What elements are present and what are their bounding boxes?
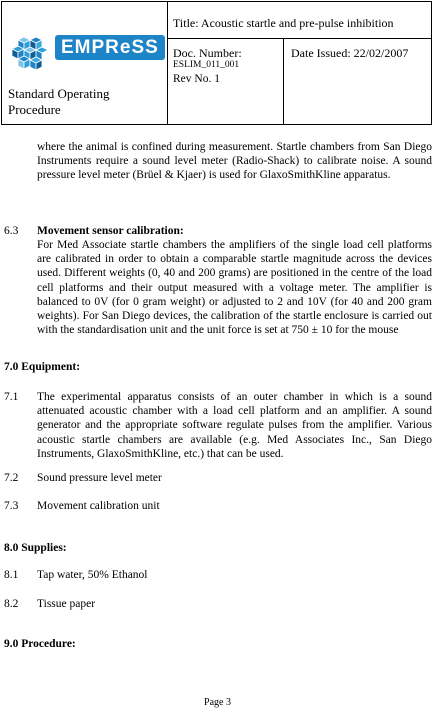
date-issued: Date Issued: 22/02/2007 (291, 46, 409, 60)
sop-line-2: Procedure (8, 102, 61, 117)
logo-wordmark: EMPReSS (55, 35, 165, 60)
section-8-1-text: Tap water, 50% Ethanol (37, 569, 148, 581)
sop-line-1: Standard Operating (8, 86, 110, 101)
section-7-2-number: 7.2 (4, 472, 19, 484)
document-title: Title: Acoustic startle and pre-pulse inhibition (173, 16, 394, 30)
section-8-heading: 8.0 Supplies: (4, 542, 67, 554)
section-6-3-title: Movement sensor calibration: (37, 225, 184, 237)
empress-logo (10, 30, 160, 74)
document-header (1, 1, 432, 125)
section-8-2-number: 8.2 (4, 598, 19, 610)
title-cell (167, 2, 431, 39)
revision-number: Rev No. 1 (173, 73, 220, 85)
section-7-1-paragraph: The experimental apparatus consists of an outer chamber in which is a sound attenuated acoustic chamber with a load cell platform and an amplifier. A sound generator and the appropriate software regulate pulses from the amplifier. Various acoustic startle chambers are available (e.g. Med Associates Inc., San Diego Instruments, GlaxoSmithKline, etc.) that can be used. (37, 391, 432, 460)
cube-logo-icon (10, 30, 56, 74)
doc-number-label: Doc. Number: (173, 46, 242, 60)
section-9-heading: 9.0 Procedure: (4, 638, 76, 650)
section-7-3-number: 7.3 (4, 500, 19, 512)
sop-label (8, 86, 109, 118)
intro-paragraph: where the animal is confined during measurement. Startle chambers from San Diego Instruments require a sound level meter (Radio-Shack) to calibrate noise. A sound pressure level meter (Brüel & Kjaer) is used for GlaxoSmithKline apparatus. (37, 141, 432, 182)
doc-number-cell (167, 38, 284, 124)
section-7-2-text: Sound pressure level meter (37, 472, 162, 484)
section-7-1-number: 7.1 (4, 391, 19, 403)
section-6-3-paragraph: For Med Associate startle chambers the amplifiers of the single load cell platforms are calibrated in order to obtain a comparable startle magnitude across the devices used. Different weights (0, 40 and 200 grams) are positioned in the centre of the load cell platforms and their output measured with a voltage meter. The amplifier is balanced to 0V (for 0 gram weight) or adjusted to 2 and 10V (for 40 and 200 gram weights). For San Diego devices, the calibration of the startle enclosure is carried out with the standardisation unit and the unit force is set at 750 ± 10 for the mouse (37, 239, 432, 337)
section-8-2-text: Tissue paper (37, 598, 96, 610)
section-8-1-number: 8.1 (4, 569, 19, 581)
section-7-heading: 7.0 Equipment: (4, 361, 81, 373)
doc-number-value: ESLIM_011_001 (173, 60, 240, 70)
section-6-3-number: 6.3 (4, 225, 19, 237)
page-number: Page 3 (204, 697, 231, 708)
date-cell (284, 38, 431, 124)
logo-cell (2, 2, 168, 124)
section-7-3-text: Movement calibration unit (37, 500, 160, 512)
